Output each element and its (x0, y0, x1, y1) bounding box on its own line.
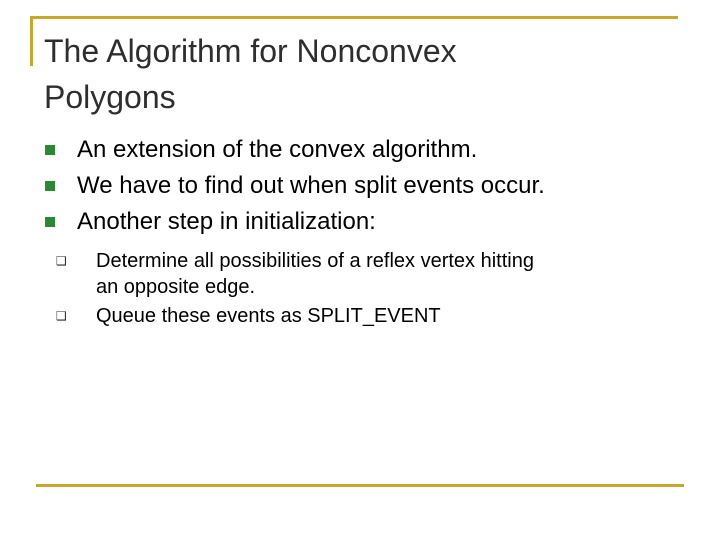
sub-bullet-text-line: Queue these events as SPLIT_EVENT (96, 305, 441, 327)
hollow-square-bullet-icon: ❑ (56, 309, 67, 323)
sub-bullet-item (56, 248, 684, 300)
filled-square-bullet-icon (45, 181, 55, 191)
title-line-1: The Algorithm for Nonconvex (44, 33, 457, 69)
filled-square-bullet-icon (45, 145, 55, 155)
frame-top-rule (30, 16, 678, 19)
bullet-list (44, 132, 684, 329)
hollow-square-bullet-icon: ❑ (56, 254, 67, 268)
bullet-item (44, 168, 684, 204)
filled-square-bullet-icon (45, 217, 55, 227)
title-line-2: Polygons (44, 79, 176, 115)
frame-bottom-rule (36, 484, 684, 487)
bullet-item (44, 132, 684, 168)
sub-bullet-item (56, 303, 684, 329)
bullet-text: We have to find out when split events occur. (77, 172, 545, 199)
sub-bullet-list (44, 248, 684, 329)
sub-bullet-text-line: an opposite edge. (96, 276, 256, 298)
bullet-text: An extension of the convex algorithm. (77, 136, 478, 163)
frame-left-rule (30, 16, 33, 66)
sub-bullet-text-line: Determine all possibilities of a reflex vertex hitting (96, 250, 534, 272)
bullet-text: Another step in initialization: (77, 208, 376, 235)
slide-title (44, 28, 664, 120)
bullet-item (44, 204, 684, 240)
